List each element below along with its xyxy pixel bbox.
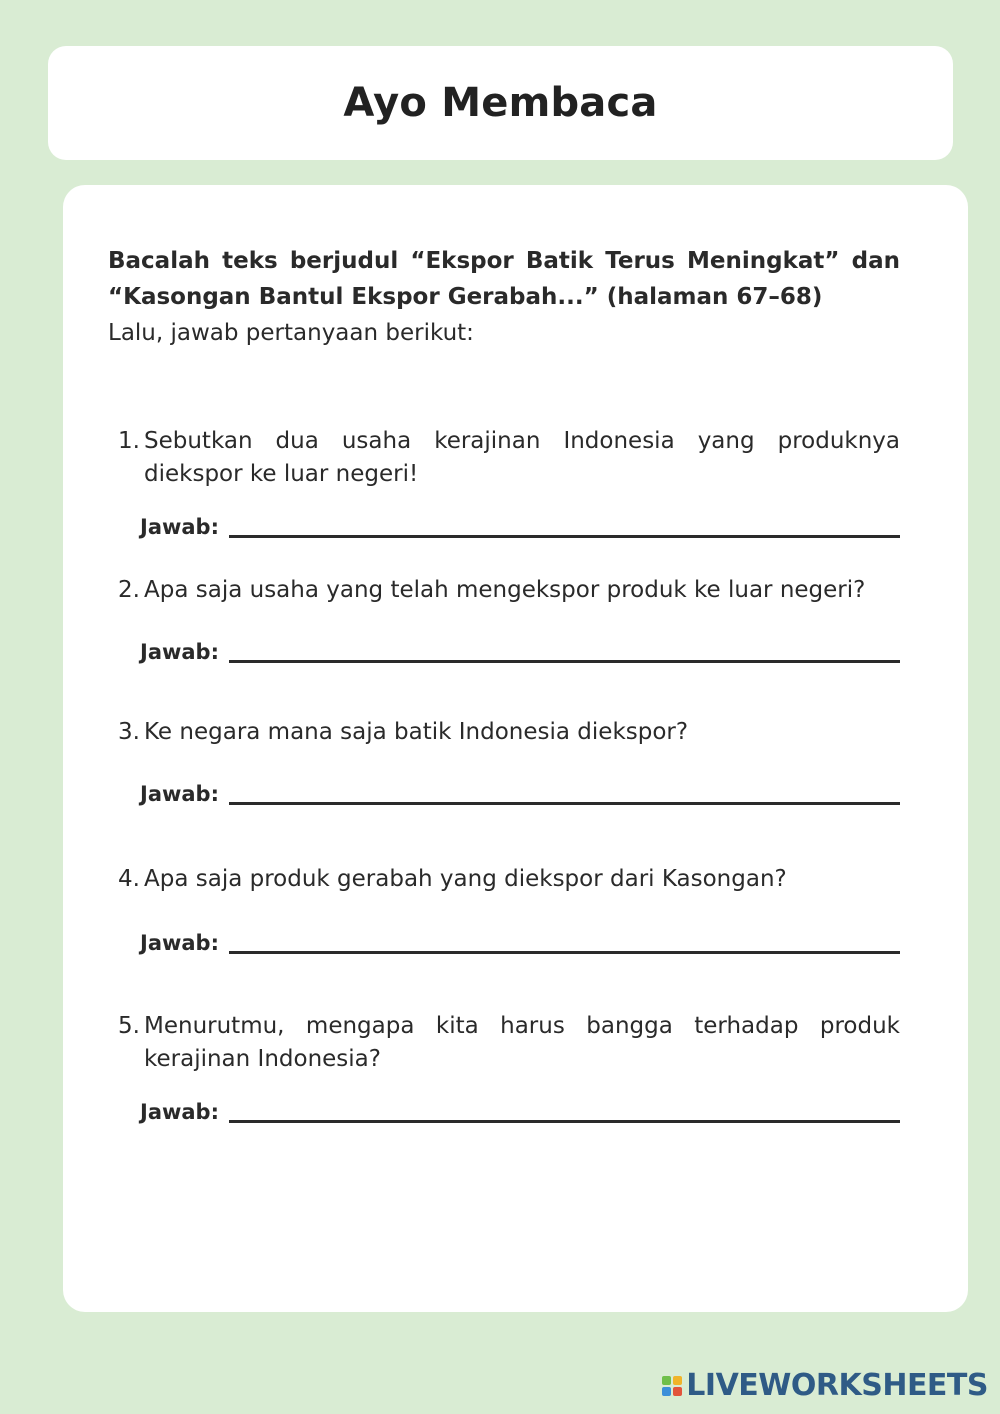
answer-row	[140, 1100, 900, 1124]
answer-field[interactable]	[229, 660, 900, 663]
answer-field[interactable]	[229, 951, 900, 954]
answer-field[interactable]	[229, 535, 900, 538]
question-4	[108, 863, 900, 955]
question-number: 3.	[118, 719, 140, 745]
answer-label: Jawab:	[140, 931, 219, 955]
answer-label: Jawab:	[140, 1100, 219, 1124]
question-text: Apa saja usaha yang telah mengekspor produk ke luar negeri?	[144, 577, 866, 603]
question-5	[108, 1010, 900, 1124]
instruction-block	[108, 243, 900, 351]
logo-square-yellow	[673, 1376, 682, 1385]
question-number: 2.	[118, 577, 140, 603]
logo-square-green	[662, 1376, 671, 1385]
instruction-normal-text: Lalu, jawab pertanyaan berikut:	[108, 320, 474, 346]
title-card	[48, 46, 953, 160]
logo-square-red	[673, 1387, 682, 1396]
liveworksheets-logo-icon	[662, 1376, 682, 1396]
question-number: 5.	[118, 1013, 140, 1039]
answer-row	[140, 640, 900, 664]
liveworksheets-branding	[662, 1368, 988, 1403]
page-title: Ayo Membaca	[343, 80, 658, 126]
question-3	[108, 716, 900, 806]
answer-row	[140, 515, 900, 539]
answer-label: Jawab:	[140, 782, 219, 806]
answer-field[interactable]	[229, 1120, 900, 1123]
instruction-bold-text: Bacalah teks berjudul “Ekspor Batik Terus Meningkat” dan “Kasongan Bantul Ekspor Gerabah...” (halaman 67–68)	[108, 248, 900, 310]
answer-field[interactable]	[229, 802, 900, 805]
question-text: Sebutkan dua usaha kerajinan Indonesia yang produknya diekspor ke luar negeri!	[144, 428, 900, 487]
question-number: 4.	[118, 866, 140, 892]
question-number: 1.	[118, 428, 140, 454]
question-1	[108, 425, 900, 539]
question-2	[108, 574, 900, 664]
answer-label: Jawab:	[140, 640, 219, 664]
question-text: Ke negara mana saja batik Indonesia diekspor?	[144, 719, 689, 745]
worksheet-card	[63, 185, 968, 1312]
logo-square-blue	[662, 1387, 671, 1396]
answer-label: Jawab:	[140, 515, 219, 539]
answer-row	[140, 931, 900, 955]
question-text: Apa saja produk gerabah yang diekspor dari Kasongan?	[144, 866, 787, 892]
question-text: Menurutmu, mengapa kita harus bangga terhadap produk kerajinan Indonesia?	[144, 1013, 900, 1072]
answer-row	[140, 782, 900, 806]
brand-name: LIVEWORKSHEETS	[686, 1368, 988, 1403]
